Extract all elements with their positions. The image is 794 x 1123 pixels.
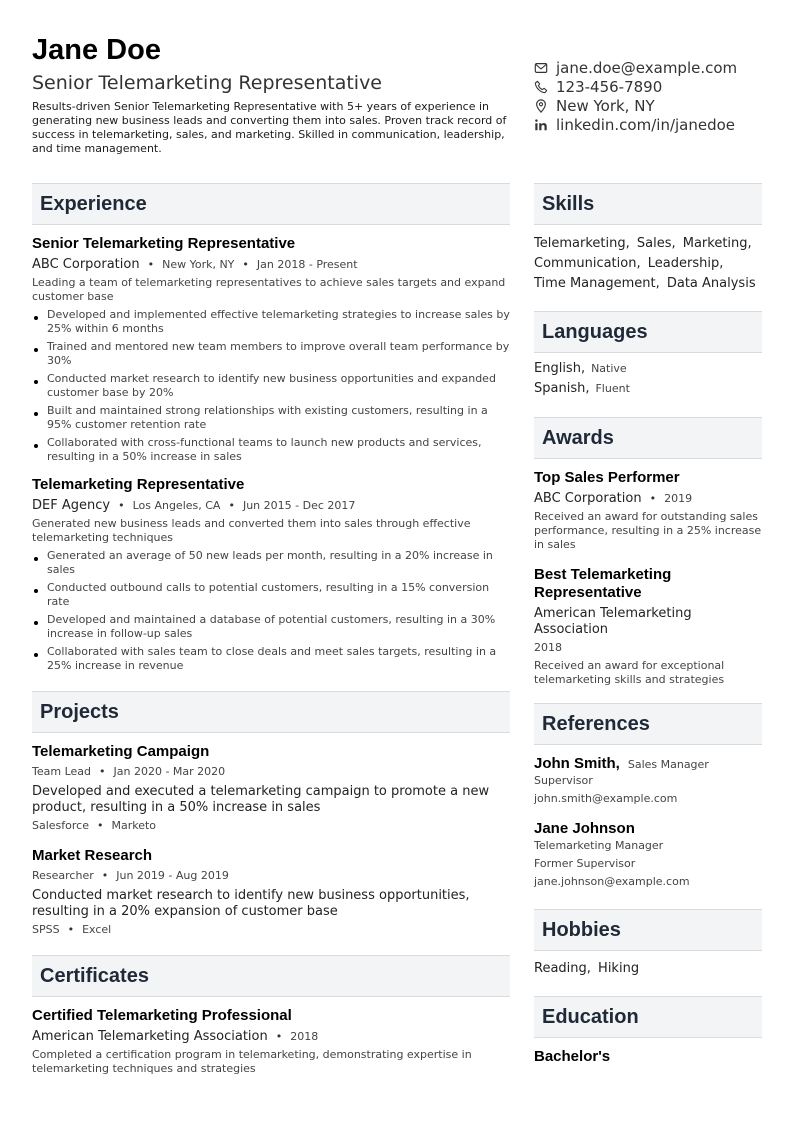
project-meta [32,869,510,883]
language-name: English, [534,361,586,376]
languages-heading [534,311,762,353]
job-company: ABC Corporation [32,257,140,272]
education-heading [534,996,762,1038]
certificate-title: Certified Telemarketing Professional [32,1007,292,1024]
certificate-description: Completed a certification program in telemarketing, demonstrating expertise in telemarketing techniques and strategies [32,1048,472,1075]
skills-heading [534,183,762,225]
job-dates: Jan 2018 - Present [256,258,358,271]
job-bullet: Developed and implemented effective telemarketing strategies to increase sales by 25% within 6 months [32,308,510,336]
hobbies-heading [534,909,762,951]
award-entry [534,469,762,552]
award-meta [534,491,762,507]
project-description: Developed and executed a telemarketing campaign to promote a new product, resulting in a 50% increase in sales [32,784,490,815]
language-level: Native [591,362,627,375]
reference-position: Telemarketing Manager [534,839,664,852]
reference-header [534,820,762,837]
job-bullets [32,308,510,464]
references-heading-text: References [542,712,650,735]
reference-entry [534,820,762,891]
reference-email[interactable]: jane.johnson@example.com [534,875,690,888]
project-tools [32,819,510,833]
separator-dot: • [649,492,657,505]
hobbies-heading-text: Hobbies [542,918,621,941]
job-bullet: Built and maintained strong relationships with existing customers, resulting in a 95% customer retention rate [32,404,510,432]
skill-item: Telemarketing, [534,236,630,251]
separator-dot: • [101,869,109,882]
job-company: DEF Agency [32,498,111,513]
skill-item: Data Analysis [666,276,756,291]
contact-block [534,58,764,134]
separator-dot: • [228,499,235,512]
award-entry [534,566,762,687]
project-tool: Marketo [111,819,157,832]
job-entry [32,235,510,464]
separator-dot: • [67,923,75,936]
skill-item: Marketing, [682,236,752,251]
reference-name: John Smith, [534,755,620,772]
job-meta [32,498,510,514]
candidate-title: Senior Telemarketing Representative [32,72,382,94]
separator-dot: • [99,765,106,778]
award-title: Best Telemarketing Representative [534,566,672,601]
contact-linkedin[interactable] [534,115,764,134]
projects-heading [32,691,510,733]
language-item [534,359,762,379]
reference-header [534,755,762,772]
project-role: Team Lead [32,765,91,778]
language-level: Fluent [595,382,630,395]
project-title: Telemarketing Campaign [32,743,210,760]
hobbies-list [534,959,762,979]
project-tools [32,923,510,937]
experience-heading-text: Experience [40,192,147,215]
skill-item: Communication, [534,256,641,271]
award-year: 2019 [664,492,693,505]
main-column [32,183,510,1076]
contact-location [534,96,764,115]
email-text: jane.doe@example.com [556,58,738,77]
language-name: Spanish, [534,381,590,396]
project-role: Researcher [32,869,94,882]
job-description: Leading a team of telemarketing representatives to achieve sales targets and expand customer base [32,276,506,303]
project-tool: Excel [82,923,112,936]
location-text: New York, NY [556,96,655,115]
job-title: Telemarketing Representative [32,476,245,493]
reference-relation: Supervisor [534,774,593,787]
award-description: Received an award for exceptional telemarketing skills and strategies [534,659,725,686]
reference-name: Jane Johnson [534,820,635,837]
separator-dot: • [96,819,104,832]
project-dates: Jun 2019 - Aug 2019 [116,869,229,882]
certificate-issuer: American Telemarketing Association [32,1029,268,1044]
job-bullet: Conducted market research to identify new business opportunities and expanded customer base by 20% [32,372,510,400]
award-org: ABC Corporation [534,491,642,506]
reference-entry [534,755,762,808]
skills-heading-text: Skills [542,192,595,215]
separator-dot: • [118,499,125,512]
certificates-heading [32,955,510,997]
project-entry [32,847,510,937]
education-heading-text: Education [542,1005,639,1028]
project-description: Conducted market research to identify new business opportunities, resulting in a 20% expansion of customer base [32,888,470,919]
job-bullet: Developed and maintained a database of potential customers, resulting in a 30% increase in follow-up sales [32,613,510,641]
project-entry [32,743,510,833]
projects-heading-text: Projects [40,700,119,723]
project-dates: Jan 2020 - Mar 2020 [113,765,226,778]
contact-phone[interactable] [534,77,764,96]
hobby-item: Hiking [598,961,640,976]
project-meta [32,765,510,779]
education-degree: Bachelor's [534,1048,611,1065]
job-bullet: Trained and mentored new team members to improve overall team performance by 30% [32,340,510,368]
resume-header [32,34,762,164]
separator-dot: • [242,258,249,271]
awards-heading [534,417,762,459]
contact-email[interactable] [534,58,764,77]
experience-heading [32,183,510,225]
certificate-meta [32,1029,510,1045]
job-bullet: Collaborated with sales team to close deals and meet sales targets, resulting in a 25% increase in revenue [32,645,510,673]
job-location: New York, NY [162,258,235,271]
certificates-heading-text: Certificates [40,964,149,987]
job-meta [32,257,510,273]
candidate-name: Jane Doe [32,34,161,66]
language-item [534,379,762,399]
summary: Results-driven Senior Telemarketing Representative with 5+ years of experience in generating new business leads and converting them into sales. Proven track record of success in telemarketing, sales, and marketing. Skilled in communication, leadership, and time management. [32,100,507,155]
job-entry [32,476,510,673]
sidebar-column [534,183,762,1066]
skill-item: Sales, [636,236,676,251]
award-title: Top Sales Performer [534,469,680,486]
job-bullet: Collaborated with cross-functional teams to launch new products and services, resulting in a 50% increase in sales [32,436,510,464]
project-title: Market Research [32,847,153,864]
separator-dot: • [275,1030,283,1043]
location-pin-icon [534,99,548,113]
phone-text: 123-456-7890 [556,77,663,96]
languages-heading-text: Languages [542,320,648,343]
project-tool: SPSS [32,923,60,936]
award-org: American Telemarketing Association [534,606,692,637]
job-dates: Jun 2015 - Dec 2017 [242,499,356,512]
skill-item: Time Management, [534,276,660,291]
job-description: Generated new business leads and converted them into sales through effective telemarketing techniques [32,517,471,544]
job-title: Senior Telemarketing Representative [32,235,296,252]
phone-icon [534,80,548,94]
award-description: Received an award for outstanding sales performance, resulting in a 25% increase in sales [534,510,762,551]
job-location: Los Angeles, CA [132,499,221,512]
award-year: 2018 [534,641,562,654]
awards-heading-text: Awards [542,426,614,449]
reference-email[interactable]: john.smith@example.com [534,792,678,805]
project-tool: Salesforce [32,819,89,832]
linkedin-text: linkedin.com/in/janedoe [556,115,736,134]
certificate-year: 2018 [290,1030,319,1043]
job-bullet: Conducted outbound calls to potential customers, resulting in a 15% conversion rate [32,581,510,609]
linkedin-icon [534,118,548,132]
languages-list [534,359,762,399]
job-bullets [32,549,510,673]
mail-icon [534,61,548,75]
reference-relation: Former Supervisor [534,857,636,870]
skills-list [534,234,762,294]
job-bullet: Generated an average of 50 new leads per month, resulting in a 20% increase in sales [32,549,510,577]
skill-item: Leadership, [647,256,724,271]
separator-dot: • [147,258,155,271]
hobby-item: Reading, [534,961,591,976]
reference-position: Sales Manager [627,758,709,771]
certificate-entry [32,1007,510,1076]
references-heading [534,703,762,745]
